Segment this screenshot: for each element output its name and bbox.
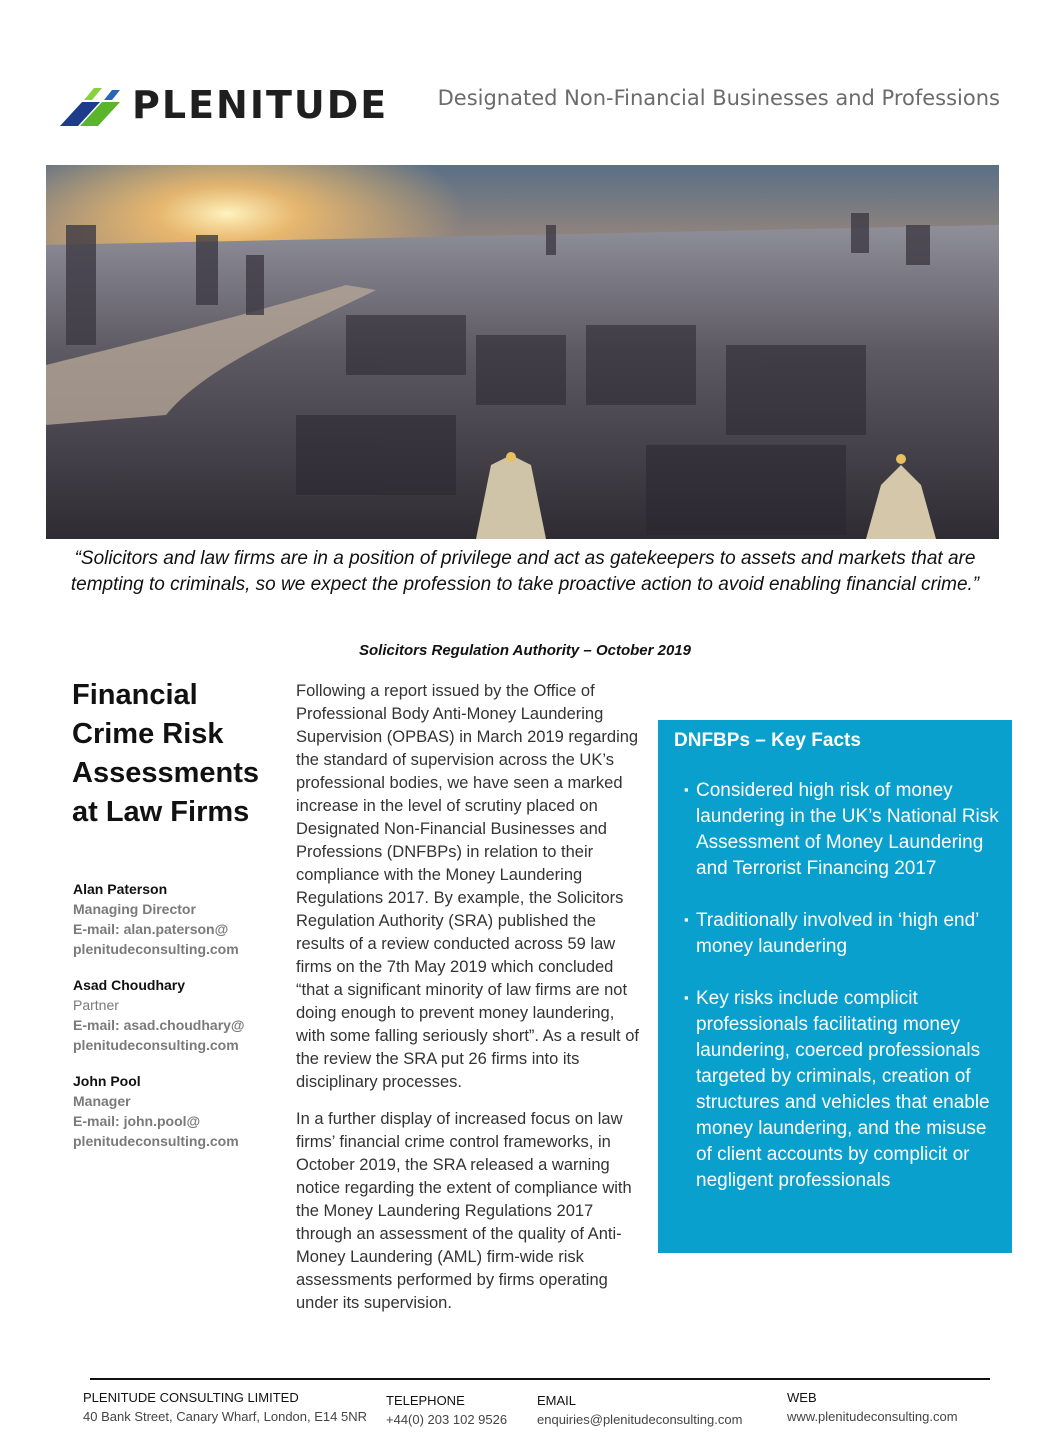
contact-role: Manager [73,1093,131,1109]
logo-wordmark: PLENITUDE [132,83,389,127]
quote-attribution: Solicitors Regulation Authority – October 2019 [358,642,691,659]
contact-email[interactable]: E-mail: alan.paterson@ [73,921,229,937]
contact-email[interactable]: E-mail: john.pool@ [73,1113,201,1129]
contacts-list [73,879,273,1167]
contact-role: Partner [73,997,119,1013]
contact-card [73,1071,273,1151]
contact-card [73,975,273,1055]
contact-name: John Pool [73,1073,141,1089]
footer-telephone-label: TELEPHONE [386,1393,465,1408]
footer-web [787,1388,958,1426]
contact-email-domain[interactable]: plenitudeconsulting.com [73,941,239,957]
key-facts-list [684,778,1004,1220]
footer-company [83,1388,367,1426]
article-paragraph: Following a report issued by the Office of Professional Body Anti-Money Laundering Supervision (OPBAS) in March 2019 regarding the standard of supervision across the UK’s professional bodies, we have seen a marked increase in the level of scrutiny placed on Designated Non-Financial Businesses and Professions (DNFBPs) in relation to their compliance with the Money Laundering Regulations 2017. By example, the Solicitors Regulation Authority (SRA) published the results of a review conducted across 59 law firms on the 7th May 2019 which concluded “that a significant minority of law firms are not doing enough to prevent money laundering, with some falling seriously short”. As a result of the review the SRA put 26 firms into its disciplinary processes. [296,682,639,1091]
contact-email-domain[interactable]: plenitudeconsulting.com [73,1037,239,1053]
contact-role: Managing Director [73,901,196,917]
page-header [0,0,1048,160]
footer-web-link[interactable]: www.plenitudeconsulting.com [787,1409,958,1424]
key-fact-text: Considered high risk of money laundering in the UK’s National Risk Assessment of Money Laundering and Terrorist Financing 2017 [696,780,999,879]
plenitude-logo [60,82,388,128]
key-fact-item [684,986,1004,1194]
article-title: Financial Crime Risk Assessments at Law Firms [72,679,259,828]
contact-name: Asad Choudhary [73,977,186,993]
pull-quote: “Solicitors and law firms are in a position of privilege and act as gatekeepers to assets and markets that are tempting to criminals, so we expect the profession to take proactive action to avoid enabling financial crime.” [70,548,980,595]
key-fact-item [684,778,1004,882]
footer-company-name: PLENITUDE CONSULTING LIMITED [83,1390,299,1405]
plenitude-logo-icon [60,82,122,128]
article-body [296,680,648,1329]
key-fact-text: Traditionally involved in ‘high end’ money laundering [696,910,979,957]
footer-email-link[interactable]: enquiries@plenitudeconsulting.com [537,1412,743,1427]
square-bullet-icon: ▪ [684,912,689,927]
key-facts-heading: DNFBPs – Key Facts [674,730,861,751]
footer-email [537,1391,742,1429]
contact-name: Alan Paterson [73,881,168,897]
key-fact-item [684,908,1004,960]
square-bullet-icon: ▪ [684,990,689,1005]
square-bullet-icon: ▪ [684,782,689,797]
header-tagline: Designated Non-Financial Businesses and Professions [437,86,1000,110]
london-skyline-photo-icon [46,165,999,539]
footer-telephone [386,1391,507,1429]
footer-email-label: EMAIL [537,1393,577,1408]
footer-divider [90,1378,990,1380]
contact-email-domain[interactable]: plenitudeconsulting.com [73,1133,239,1149]
key-facts-box [658,720,1012,1253]
key-fact-text: Key risks include complicit professionals facilitating money laundering, coerced professionals targeted by criminals, creation of structures and vehicles that enable money laundering, and the misuse of client accounts by complicit or negligent professionals [696,988,990,1191]
contact-card [73,879,273,959]
article-paragraph: In a further display of increased focus on law firms’ financial crime control frameworks, in October 2019, the SRA released a warning notice regarding the extent of compliance with the Money Laundering Regulations 2017 through an assessment of the quality of Anti-Money Laundering (AML) firm-wide risk assessments performed by firms operating under its supervision. [296,1110,632,1312]
footer-address: 40 Bank Street, Canary Wharf, London, E14 5NR [83,1409,367,1424]
hero-city-photo [46,165,999,539]
footer-telephone-value[interactable]: +44(0) 203 102 9526 [386,1412,508,1427]
footer-web-label: WEB [787,1390,817,1405]
contact-email[interactable]: E-mail: asad.choudhary@ [73,1017,245,1033]
